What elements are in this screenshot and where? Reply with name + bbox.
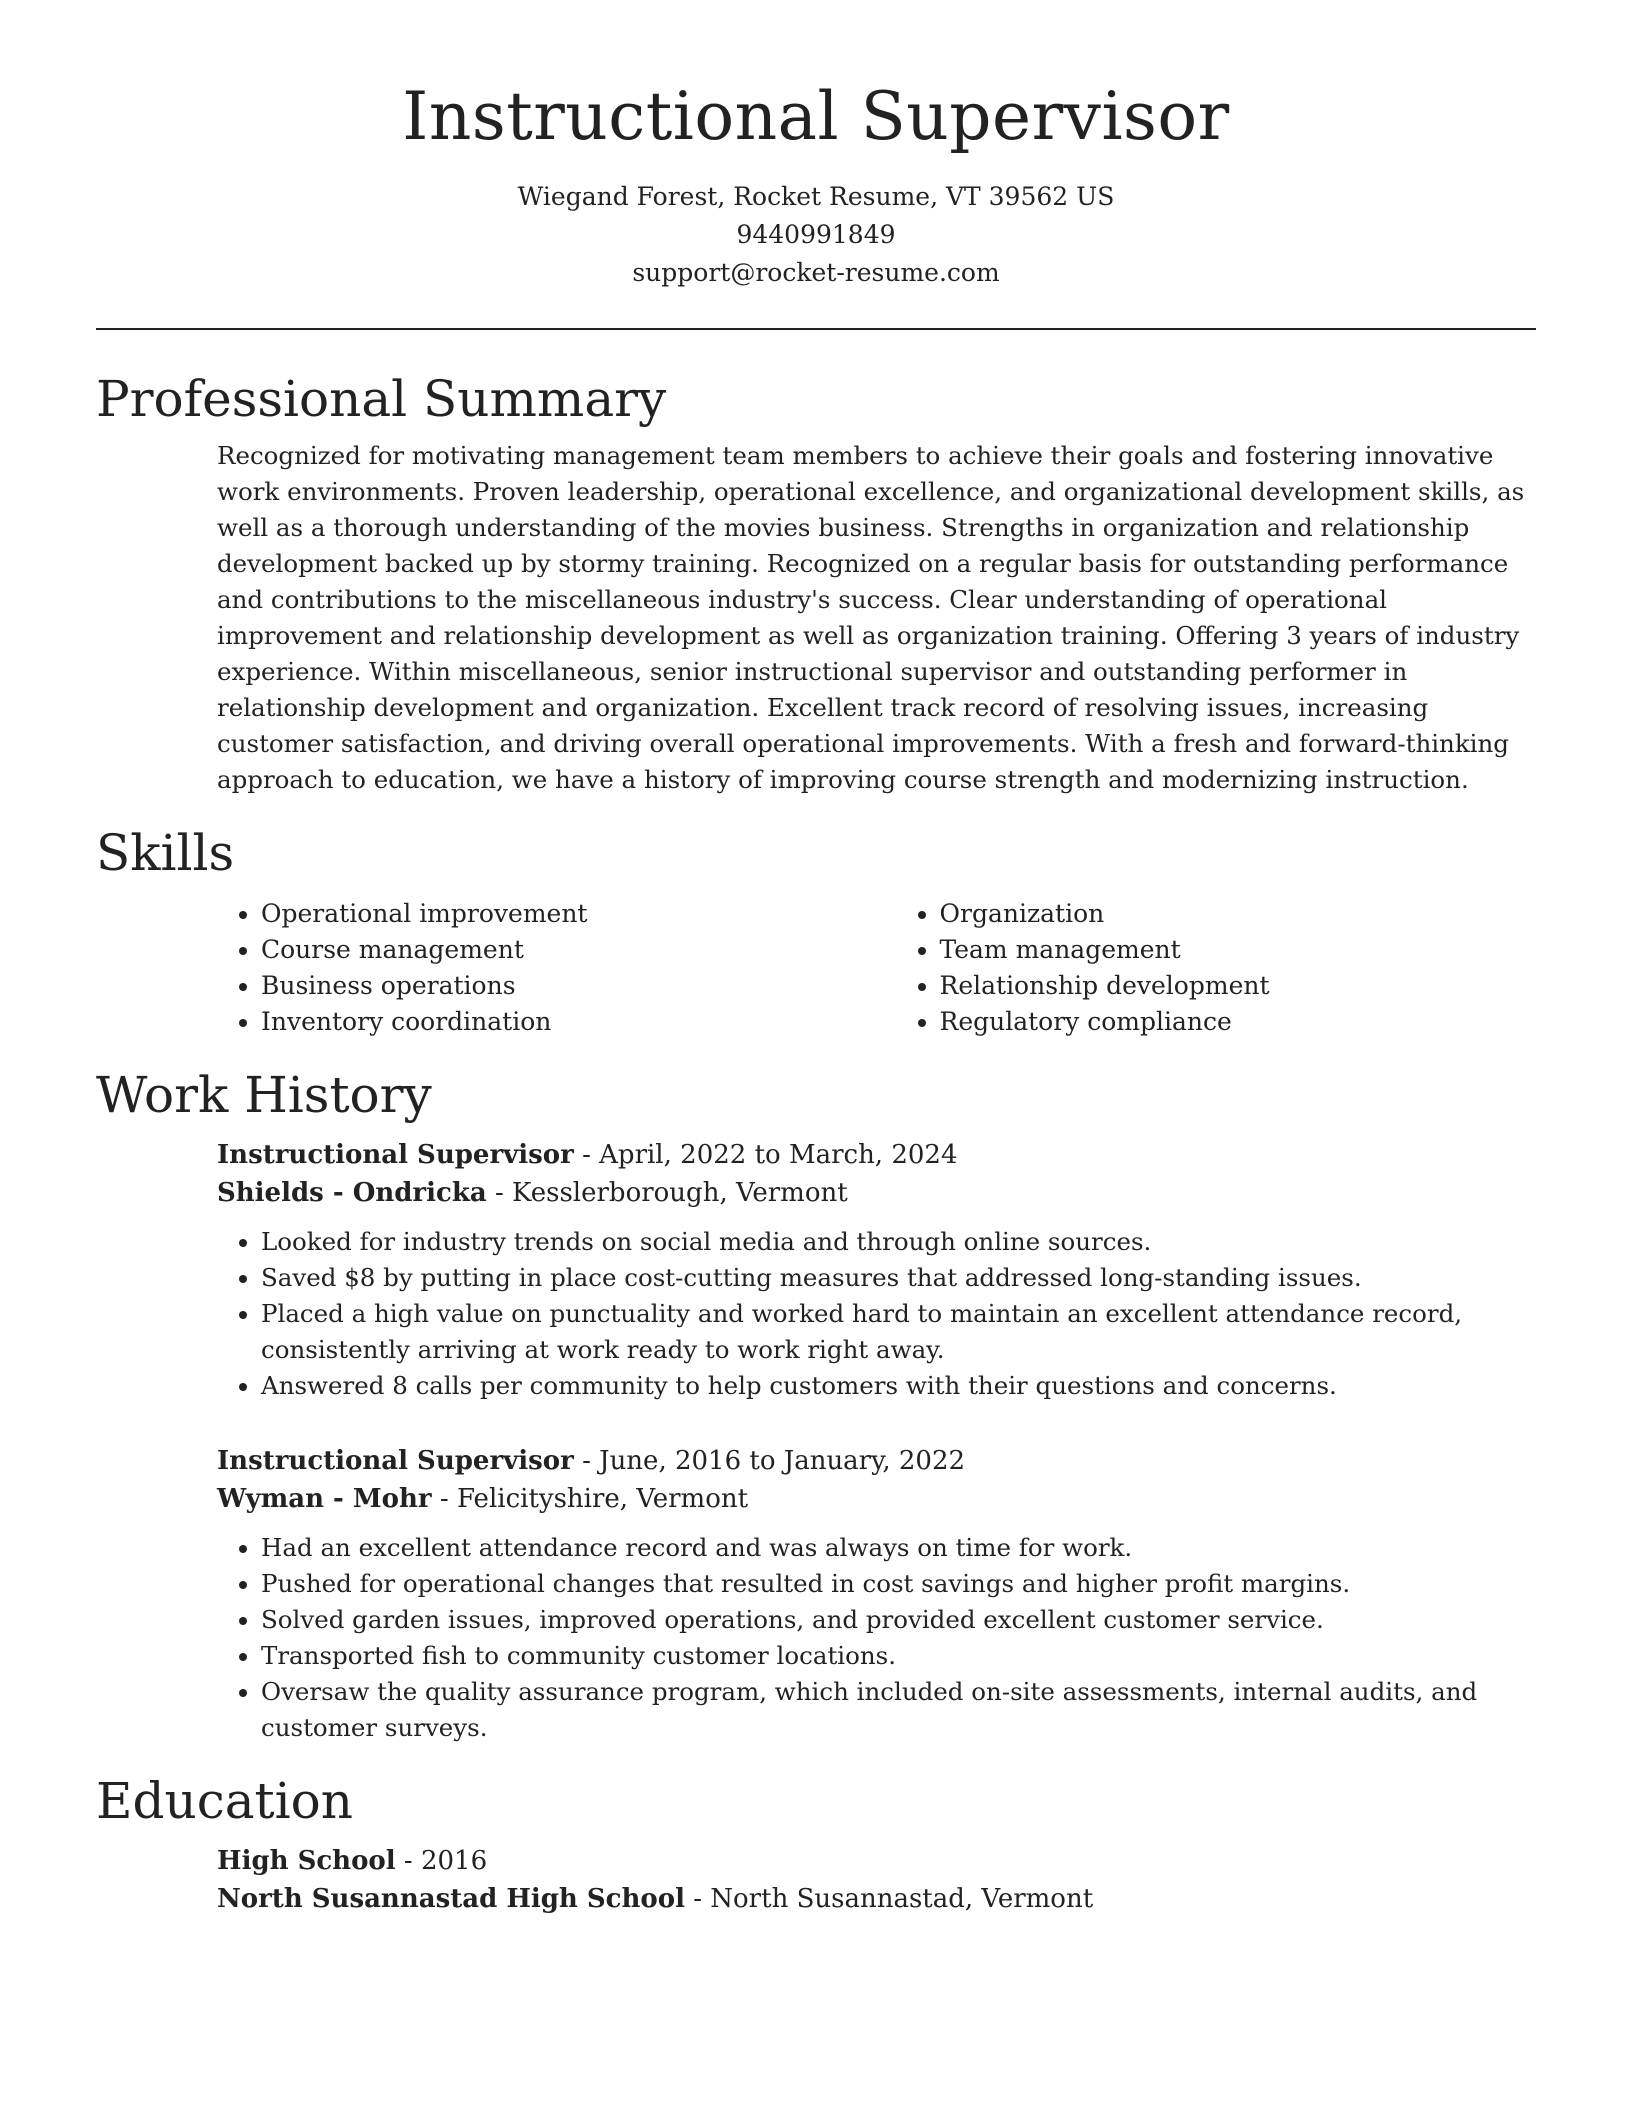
work-title: Work History	[96, 1066, 432, 1124]
resume-name: Instructional Supervisor	[402, 78, 1230, 155]
education-degree-line	[217, 1842, 1536, 1880]
job-location: - Felicityshire, Vermont	[431, 1484, 749, 1514]
job-bullet: • Pushed for operational changes that resulted in cost savings and higher profit margins.	[261, 1566, 1536, 1602]
job-location: - Kesslerborough, Vermont	[486, 1178, 848, 1208]
job-entry	[217, 1442, 1536, 1746]
job-dates: - April, 2022 to March, 2024	[573, 1140, 958, 1170]
skills-column-left	[217, 896, 902, 1040]
skills-title: Skills	[96, 824, 235, 882]
education-school: North Susannastad High School	[217, 1884, 685, 1914]
summary-text: Recognized for motivating management team members to achieve their goals and fostering innovative work environments. Proven leadership, operational excellence, and organizational development skills, as well as a thorough understanding of the movies business. Strengths in organization and relationship development backed up by stormy training. Recognized on a regular basis for outstanding performance and contributions to the miscellaneous industry's success. Clear understanding of operational improvement and relationship development as well as organization training. Offering 3 years of industry experience. Within miscellaneous, senior instructional supervisor and outstanding performer in relationship development and organization. Excellent track record of resolving issues, increasing customer satisfaction, and driving overall operational improvements. With a fresh and forward-thinking approach to education, we have a history of improving course strength and modernizing instruction.	[217, 441, 1525, 794]
skills-list	[217, 896, 1536, 1040]
job-dates: - June, 2016 to January, 2022	[573, 1446, 966, 1476]
skill-item: • Course management	[261, 932, 902, 968]
skills-column-right	[896, 896, 1537, 1040]
education-school-line	[217, 1880, 1536, 1918]
job-bullet: • Had an excellent attendance record and was always on time for work.	[261, 1530, 1536, 1566]
summary-title: Professional Summary	[96, 370, 667, 428]
job-bullet: • Oversaw the quality assurance program, which included on-site assessments, internal audits, and customer surveys.	[261, 1674, 1536, 1746]
job-title: Instructional Supervisor	[217, 1140, 574, 1170]
skill-item: • Operational improvement	[261, 896, 902, 932]
job-employer-line	[217, 1174, 1536, 1212]
job-bullet: • Solved garden issues, improved operations, and provided excellent customer service.	[261, 1602, 1536, 1638]
job-title: Instructional Supervisor	[217, 1446, 574, 1476]
job-employer: Shields - Ondricka	[217, 1178, 487, 1208]
skill-item: • Regulatory compliance	[940, 1004, 1537, 1040]
skill-item: • Organization	[940, 896, 1537, 932]
job-bullets	[217, 1530, 1536, 1746]
job-employer-line	[217, 1480, 1536, 1518]
job-bullets	[217, 1224, 1536, 1404]
job-bullet: • Placed a high value on punctuality and worked hard to maintain an excellent attendance record, consistently arriving at work ready to work right away.	[261, 1296, 1536, 1368]
job-bullet: • Answered 8 calls per community to help customers with their questions and concerns.	[261, 1368, 1536, 1404]
job-bullet: • Transported fish to community customer locations.	[261, 1638, 1536, 1674]
summary-section	[96, 370, 1536, 798]
education-title: Education	[96, 1772, 353, 1830]
job-heading	[217, 1442, 1536, 1480]
contact-address: Wiegand Forest, Rocket Resume, VT 39562 US	[517, 182, 1115, 211]
contact-phone: 9440991849	[736, 220, 896, 249]
work-section	[96, 1066, 1536, 1746]
contact-block	[96, 178, 1536, 292]
education-degree: High School	[217, 1846, 396, 1876]
skill-item: • Relationship development	[940, 968, 1537, 1004]
skill-item: • Team management	[940, 932, 1537, 968]
header-divider	[96, 328, 1536, 330]
skill-item: • Business operations	[261, 968, 902, 1004]
job-heading	[217, 1136, 1536, 1174]
job-entry	[217, 1136, 1536, 1404]
job-employer: Wyman - Mohr	[217, 1484, 432, 1514]
education-location: - North Susannastad, Vermont	[684, 1884, 1094, 1914]
resume-header	[96, 78, 1536, 292]
contact-email: support@rocket-resume.com	[632, 258, 1000, 287]
education-entry	[217, 1842, 1536, 1918]
skills-section	[96, 824, 1536, 1040]
skill-item: • Inventory coordination	[261, 1004, 902, 1040]
job-bullet: • Saved $8 by putting in place cost-cutting measures that addressed long-standing issues.	[261, 1260, 1536, 1296]
job-bullet: • Looked for industry trends on social media and through online sources.	[261, 1224, 1536, 1260]
education-year: - 2016	[395, 1846, 488, 1876]
education-section	[96, 1772, 1536, 1918]
